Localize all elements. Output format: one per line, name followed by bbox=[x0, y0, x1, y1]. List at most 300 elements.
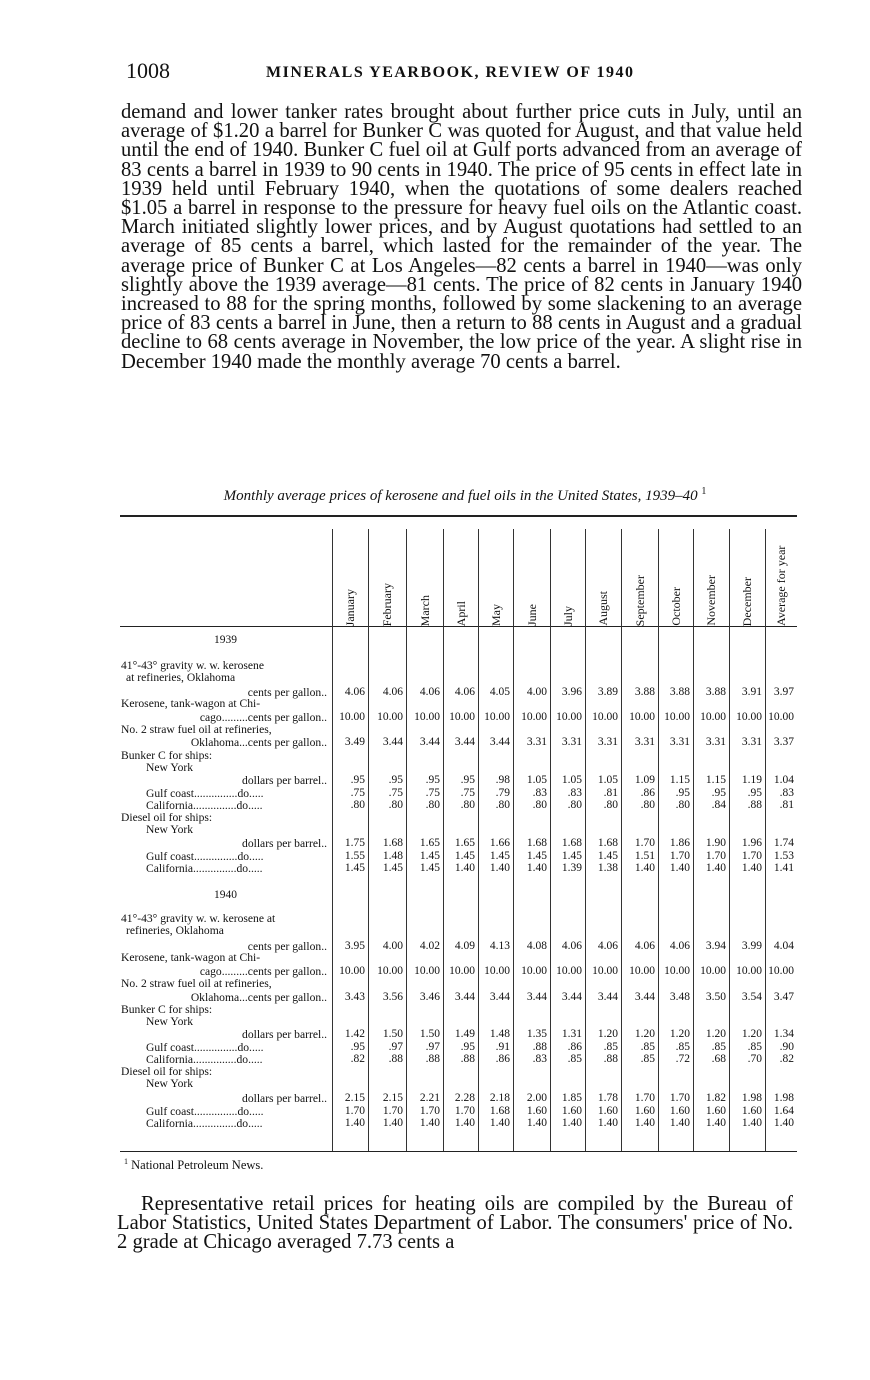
table-caption-text: Monthly average prices of kerosene and fuel oils in the United States, 1939–40 bbox=[223, 488, 698, 504]
table-cell: 3.89 bbox=[597, 686, 618, 698]
running-title: MINERALS YEARBOOK, REVIEW OF 1940 bbox=[266, 64, 635, 81]
column-header-january bbox=[332, 529, 368, 626]
table-cell: 10.00 bbox=[592, 711, 618, 723]
table-cell: 10.00 bbox=[700, 711, 726, 723]
table-top-rule bbox=[120, 515, 797, 517]
table-cell: .88 bbox=[532, 1041, 547, 1053]
row-label-kerosene-1940-a: 41°-43° gravity w. w. kerosene at bbox=[121, 913, 276, 925]
row-label-bunker-cal-1940: California...............do..... bbox=[146, 1054, 263, 1066]
table-cell: 1.51 bbox=[634, 850, 655, 862]
table-cell: 1.74 bbox=[773, 837, 794, 849]
table-cell: 1.75 bbox=[344, 837, 365, 849]
table-cell: 4.06 bbox=[454, 686, 475, 698]
table-cell: 1.40 bbox=[741, 862, 762, 874]
column-header-june bbox=[513, 529, 550, 626]
column-header-march bbox=[406, 529, 443, 626]
table-cell: .80 bbox=[388, 799, 403, 811]
table-cell: .95 bbox=[350, 1041, 365, 1053]
table-cell: 1.49 bbox=[454, 1028, 475, 1040]
table-cell: 1.68 bbox=[597, 837, 618, 849]
table-cell: 1.82 bbox=[705, 1092, 726, 1104]
table-cell: 1.70 bbox=[705, 850, 726, 862]
table-cell: 1.78 bbox=[597, 1092, 618, 1104]
table-cell: 1.53 bbox=[773, 850, 794, 862]
table-cell: 2.18 bbox=[489, 1092, 510, 1104]
table-cell: .85 bbox=[711, 1041, 726, 1053]
table-cell: 1.65 bbox=[454, 837, 475, 849]
row-label-bunker-1940-c: dollars per barrel.. bbox=[242, 1029, 327, 1041]
table-caption bbox=[120, 486, 810, 505]
table-cell: .84 bbox=[711, 799, 726, 811]
row-label-diesel-1940-c: dollars per barrel.. bbox=[242, 1093, 327, 1105]
table-cell: 4.02 bbox=[419, 940, 440, 952]
table-cell: 10.00 bbox=[339, 711, 365, 723]
table-cell: 1.68 bbox=[489, 1105, 510, 1117]
table-cell: 10.00 bbox=[484, 965, 510, 977]
table-cell: 1.50 bbox=[382, 1028, 403, 1040]
table-cell: .90 bbox=[779, 1041, 794, 1053]
row-label-diesel-gulf-1940: Gulf coast...............do..... bbox=[146, 1106, 264, 1118]
row-label-tankwagon-1940-b: cago.........cents per gallon.. bbox=[199, 966, 327, 978]
column-header-label: May bbox=[488, 604, 503, 626]
row-label-diesel-1939-a: Diesel oil for ships: bbox=[121, 812, 213, 824]
row-label-bunker-gulf-1940: Gulf coast...............do..... bbox=[146, 1042, 264, 1054]
table-cell: 3.44 bbox=[419, 736, 440, 748]
table-cell: 10.00 bbox=[484, 711, 510, 723]
table-cell: 1.40 bbox=[669, 862, 690, 874]
table-cell: 3.44 bbox=[526, 991, 547, 1003]
table-cell: 1.85 bbox=[561, 1092, 582, 1104]
column-header-label: March bbox=[417, 594, 432, 626]
table-cell: 1.70 bbox=[454, 1105, 475, 1117]
table-cell: .70 bbox=[747, 1053, 762, 1065]
column-header-label: September bbox=[632, 574, 647, 626]
table-cell: 1.40 bbox=[526, 862, 547, 874]
table-cell: .95 bbox=[747, 787, 762, 799]
row-label-bunker-1940-a: Bunker C for ships: bbox=[121, 1004, 213, 1016]
footnote bbox=[124, 1157, 263, 1173]
table-bottom-rule bbox=[120, 1151, 797, 1152]
table-cell: 1.40 bbox=[382, 1117, 403, 1129]
table-cell: 1.98 bbox=[773, 1092, 794, 1104]
table-cell: 1.40 bbox=[741, 1117, 762, 1129]
table-cell: .68 bbox=[711, 1053, 726, 1065]
table-cell: .85 bbox=[567, 1053, 582, 1065]
table-cell: 3.44 bbox=[454, 991, 475, 1003]
table-cell: .95 bbox=[711, 787, 726, 799]
table-cell: 1.40 bbox=[705, 1117, 726, 1129]
row-label-straw-1939-a: No. 2 straw fuel oil at refineries, bbox=[121, 724, 272, 736]
table-cell: 10.00 bbox=[449, 965, 475, 977]
table-cell: .95 bbox=[460, 774, 475, 786]
table-cell: .86 bbox=[495, 1053, 510, 1065]
table-cell: 4.00 bbox=[526, 686, 547, 698]
table-cell: 2.15 bbox=[382, 1092, 403, 1104]
row-label-bunker-cal-1939: California...............do..... bbox=[146, 800, 263, 812]
table-cell: .98 bbox=[495, 774, 510, 786]
row-label-straw-1939-b: Oklahoma...cents per gallon.. bbox=[190, 737, 327, 749]
table-cell: .85 bbox=[640, 1053, 655, 1065]
table-cell: 1.45 bbox=[597, 850, 618, 862]
table-cell: 1.90 bbox=[705, 837, 726, 849]
table-cell: 1.40 bbox=[773, 1117, 794, 1129]
row-label-diesel-1940-b: New York bbox=[146, 1078, 194, 1090]
table-cell: 10.00 bbox=[521, 711, 547, 723]
table-cell: 10.00 bbox=[521, 965, 547, 977]
table-cell: 10.00 bbox=[556, 711, 582, 723]
table-cell: 1.35 bbox=[526, 1028, 547, 1040]
table-cell: 4.13 bbox=[489, 940, 510, 952]
row-label-bunker-gulf-1939: Gulf coast...............do..... bbox=[146, 788, 264, 800]
table-cell: 3.31 bbox=[634, 736, 655, 748]
column-header-label: June bbox=[524, 604, 539, 626]
row-label-bunker-1939-b: New York bbox=[146, 762, 194, 774]
table-cell: .83 bbox=[567, 787, 582, 799]
table-cell: 1.40 bbox=[489, 1117, 510, 1129]
column-header-label: January bbox=[343, 588, 357, 626]
table-cell: 1.45 bbox=[526, 850, 547, 862]
table-cell: 3.31 bbox=[526, 736, 547, 748]
footnote-marker: 1 bbox=[124, 1157, 128, 1166]
table-cell: 10.00 bbox=[556, 965, 582, 977]
table-cell: .80 bbox=[640, 799, 655, 811]
column-header-august bbox=[585, 529, 621, 626]
table-cell: .85 bbox=[603, 1041, 618, 1053]
column-header-label: October bbox=[668, 587, 683, 626]
table-cell: .79 bbox=[495, 787, 510, 799]
row-label-diesel-cal-1940: California...............do..... bbox=[146, 1118, 263, 1130]
table-cell: 3.47 bbox=[773, 991, 794, 1003]
table-cell: 1.65 bbox=[419, 837, 440, 849]
column-header-july bbox=[550, 529, 585, 626]
year-label-1939: 1939 bbox=[214, 634, 237, 646]
table-cell: 4.06 bbox=[669, 940, 690, 952]
row-label-straw-1940-a: No. 2 straw fuel oil at refineries, bbox=[121, 978, 272, 990]
body-paragraph-bottom: Representative retail prices for heating oils are compiled by the Bureau of Labor Statistics, United States Department of Labor. The consumers' price of No. 2 grade at Chicago averaged 7.73 cents a bbox=[117, 1193, 793, 1253]
table-cell: 4.04 bbox=[773, 940, 794, 952]
column-header-label: December bbox=[740, 576, 754, 626]
table-cell: 1.45 bbox=[382, 862, 403, 874]
table-cell: 3.50 bbox=[705, 991, 726, 1003]
table-cell: 10.00 bbox=[629, 711, 655, 723]
table-cell: .95 bbox=[425, 774, 440, 786]
row-label-diesel-1939-b: New York bbox=[146, 824, 194, 836]
row-label-bunker-1940-b: New York bbox=[146, 1016, 194, 1028]
table-cell: 10.00 bbox=[377, 711, 403, 723]
table-cell: 1.15 bbox=[705, 774, 726, 786]
table-cell: 1.70 bbox=[419, 1105, 440, 1117]
table-cell: .83 bbox=[532, 1053, 547, 1065]
table-cell: 1.05 bbox=[561, 774, 582, 786]
table-cell: 1.04 bbox=[773, 774, 794, 786]
table-cell: 10.00 bbox=[664, 711, 690, 723]
table-cell: .72 bbox=[675, 1053, 690, 1065]
table-cell: 3.99 bbox=[741, 940, 762, 952]
table-cell: 10.00 bbox=[377, 965, 403, 977]
table-cell: 1.70 bbox=[634, 1092, 655, 1104]
table-cell: 10.00 bbox=[449, 711, 475, 723]
table-cell: .75 bbox=[425, 787, 440, 799]
table-cell: 10.00 bbox=[768, 711, 794, 723]
table-cell: 3.49 bbox=[344, 736, 365, 748]
table-cell: 10.00 bbox=[736, 711, 762, 723]
table-cell: 2.00 bbox=[526, 1092, 547, 1104]
table-cell: 10.00 bbox=[414, 711, 440, 723]
row-label-bunker-1939-c: dollars per barrel.. bbox=[242, 775, 327, 787]
column-header-label: February bbox=[380, 582, 394, 626]
table-cell: .97 bbox=[425, 1041, 440, 1053]
table-cell: 1.60 bbox=[526, 1105, 547, 1117]
table-cell: .85 bbox=[747, 1041, 762, 1053]
row-label-kerosene-1939-c: cents per gallon.. bbox=[247, 687, 327, 699]
footnote-text: National Petroleum News. bbox=[131, 1158, 264, 1173]
row-label-kerosene-1939-a: 41°-43° gravity w. w. kerosene bbox=[121, 660, 264, 672]
table-cell: .80 bbox=[495, 799, 510, 811]
table-cell: 1.40 bbox=[419, 1117, 440, 1129]
table-cell: 1.42 bbox=[344, 1028, 365, 1040]
table-cell: 1.40 bbox=[454, 1117, 475, 1129]
row-label-diesel-gulf-1939: Gulf coast...............do..... bbox=[146, 851, 264, 863]
table-cell: .80 bbox=[675, 799, 690, 811]
table-cell: .86 bbox=[640, 787, 655, 799]
table-cell: 1.45 bbox=[419, 850, 440, 862]
table-cell: 1.68 bbox=[382, 837, 403, 849]
table-cell: 1.55 bbox=[344, 850, 365, 862]
row-label-bunker-1939-a: Bunker C for ships: bbox=[121, 750, 213, 762]
table-cell: 3.31 bbox=[561, 736, 582, 748]
table-cell: 4.00 bbox=[382, 940, 403, 952]
table-cell: 1.68 bbox=[561, 837, 582, 849]
table-cell: .91 bbox=[495, 1041, 510, 1053]
column-header-label: Average for year bbox=[774, 545, 788, 626]
year-label-1940: 1940 bbox=[214, 889, 237, 901]
table-cell: 3.44 bbox=[382, 736, 403, 748]
table-cell: 1.70 bbox=[669, 850, 690, 862]
table-cell: 1.45 bbox=[454, 850, 475, 862]
table-cell: 1.70 bbox=[669, 1092, 690, 1104]
table-cell: 4.08 bbox=[526, 940, 547, 952]
table-cell: 3.43 bbox=[344, 991, 365, 1003]
table-cell: .83 bbox=[532, 787, 547, 799]
page-header bbox=[126, 58, 806, 88]
table-caption-footnote-marker: 1 bbox=[701, 486, 707, 497]
column-header-september bbox=[621, 529, 658, 626]
table-cell: 3.91 bbox=[741, 686, 762, 698]
column-header-label: July bbox=[560, 605, 575, 626]
table-cell: 1.60 bbox=[561, 1105, 582, 1117]
table-cell: 1.40 bbox=[526, 1117, 547, 1129]
table-cell: 1.20 bbox=[669, 1028, 690, 1040]
table-cell: .95 bbox=[675, 787, 690, 799]
table-cell: .88 bbox=[388, 1053, 403, 1065]
table-cell: .82 bbox=[779, 1053, 794, 1065]
table-cell: 4.09 bbox=[454, 940, 475, 952]
table-cell: 1.86 bbox=[669, 837, 690, 849]
row-label-tankwagon-1939-b: cago.........cents per gallon.. bbox=[199, 712, 327, 724]
table-cell: .80 bbox=[350, 799, 365, 811]
table-cell: 1.98 bbox=[741, 1092, 762, 1104]
table-cell: 1.45 bbox=[561, 850, 582, 862]
table-cell: .88 bbox=[425, 1053, 440, 1065]
column-header-label: November bbox=[704, 575, 718, 626]
table-cell: 3.31 bbox=[669, 736, 690, 748]
table-cell: 1.66 bbox=[489, 837, 510, 849]
table-cell: 1.45 bbox=[489, 850, 510, 862]
row-label-straw-1940-b: Oklahoma...cents per gallon.. bbox=[190, 992, 327, 1004]
table-cell: 1.40 bbox=[454, 862, 475, 874]
table-cell: 3.44 bbox=[597, 991, 618, 1003]
table-cell: 3.88 bbox=[669, 686, 690, 698]
row-label-tankwagon-1940-a: Kerosene, tank-wagon at Chi- bbox=[121, 952, 261, 964]
table-cell: 1.20 bbox=[634, 1028, 655, 1040]
table-cell: 1.40 bbox=[597, 1117, 618, 1129]
table-cell: .88 bbox=[460, 1053, 475, 1065]
row-label-tankwagon-1939-a: Kerosene, tank-wagon at Chi- bbox=[121, 698, 261, 710]
table-cell: 3.44 bbox=[634, 991, 655, 1003]
table-cell: .80 bbox=[425, 799, 440, 811]
table-cell: .95 bbox=[460, 1041, 475, 1053]
body-paragraph-top: demand and lower tanker rates brought about further price cuts in July, until an average of $1.20 a barrel for Bunker C was quoted for August, and that value held until the end of 1940. Bunker C fuel oil at Gulf ports advanced from an average of 83 cents a barrel in 1939 to 90 cents in 1940. The price of 95 cents in effect late in 1939 held until February 1940, when the quotations of some dealers reached $1.05 a barrel in response to the pressure for heavy fuel oils on the Atlantic coast. March initiated slightly lower prices, and by August quotations had settled to an average of 85 cents a barrel, which lasted for the remainder of the year. The average price of Bunker C at Los Angeles—82 cents a barrel in 1940—was only slightly above the 1939 average—81 cents. The price of 82 cents in January 1940 increased to 88 for the spring months, followed by some slackening to an average price of 83 cents a barrel in June, then a return to 88 cents in August and a gradual decline to 68 cents average in November, the low price of the year. A slight rise in December 1940 made the monthly average 70 cents a barrel. bbox=[121, 101, 802, 373]
table-cell: 3.46 bbox=[419, 991, 440, 1003]
table-cell: 3.88 bbox=[634, 686, 655, 698]
table-cell: .75 bbox=[460, 787, 475, 799]
column-header-april bbox=[443, 529, 478, 626]
table-cell: 3.31 bbox=[741, 736, 762, 748]
table-cell: 1.48 bbox=[382, 850, 403, 862]
table-cell: .86 bbox=[567, 1041, 582, 1053]
table-cell: 1.09 bbox=[634, 774, 655, 786]
table-cell: 4.05 bbox=[489, 686, 510, 698]
table-cell: 1.05 bbox=[526, 774, 547, 786]
table-cell: 4.06 bbox=[561, 940, 582, 952]
table-cell: 1.45 bbox=[344, 862, 365, 874]
table-cell: 1.40 bbox=[489, 862, 510, 874]
table-cell: 4.06 bbox=[419, 686, 440, 698]
table-cell: .97 bbox=[388, 1041, 403, 1053]
table-cell: 1.48 bbox=[489, 1028, 510, 1040]
table-cell: 3.54 bbox=[741, 991, 762, 1003]
table-cell: .80 bbox=[567, 799, 582, 811]
table-cell: 1.45 bbox=[419, 862, 440, 874]
table-cell: 1.64 bbox=[773, 1105, 794, 1117]
table-cell: 1.50 bbox=[419, 1028, 440, 1040]
table-cell: .85 bbox=[675, 1041, 690, 1053]
table-cell: 1.70 bbox=[344, 1105, 365, 1117]
table-cell: 1.40 bbox=[634, 1117, 655, 1129]
table-cell: 3.95 bbox=[344, 940, 365, 952]
table-cell: 2.28 bbox=[454, 1092, 475, 1104]
table-cell: .85 bbox=[640, 1041, 655, 1053]
table-cell: 1.70 bbox=[382, 1105, 403, 1117]
row-label-kerosene-1940-b: refineries, Oklahoma bbox=[126, 925, 224, 937]
table-cell: 10.00 bbox=[664, 965, 690, 977]
table-cell: 10.00 bbox=[768, 965, 794, 977]
table-cell: 1.39 bbox=[561, 862, 582, 874]
table-cell: 1.40 bbox=[561, 1117, 582, 1129]
table-cell: .83 bbox=[779, 787, 794, 799]
table-cell: 3.31 bbox=[705, 736, 726, 748]
column-header-may bbox=[478, 529, 513, 626]
row-label-diesel-cal-1939: California...............do..... bbox=[146, 863, 263, 875]
table-cell: 1.68 bbox=[526, 837, 547, 849]
column-header-label: April bbox=[453, 600, 468, 626]
column-header-december bbox=[729, 529, 765, 626]
table-cell: 1.40 bbox=[669, 1117, 690, 1129]
table-cell: 1.20 bbox=[741, 1028, 762, 1040]
table-cell: 4.06 bbox=[382, 686, 403, 698]
table-cell: .95 bbox=[350, 774, 365, 786]
table-cell: 1.70 bbox=[741, 850, 762, 862]
table-cell: 10.00 bbox=[700, 965, 726, 977]
table-cell: .80 bbox=[532, 799, 547, 811]
table-cell: 10.00 bbox=[629, 965, 655, 977]
table-cell: 1.60 bbox=[669, 1105, 690, 1117]
row-label-diesel-1940-a: Diesel oil for ships: bbox=[121, 1066, 213, 1078]
table-cell: .88 bbox=[603, 1053, 618, 1065]
table-cell: .81 bbox=[603, 787, 618, 799]
table-cell: .75 bbox=[388, 787, 403, 799]
column-header-label: August bbox=[596, 591, 610, 626]
table-cell: 3.44 bbox=[561, 991, 582, 1003]
table-cell: 1.60 bbox=[741, 1105, 762, 1117]
table-cell: 4.06 bbox=[634, 940, 655, 952]
table-cell: 3.97 bbox=[773, 686, 794, 698]
table-cell: 4.06 bbox=[597, 940, 618, 952]
table-cell: 1.19 bbox=[741, 774, 762, 786]
column-header-october bbox=[658, 529, 693, 626]
table-cell: 4.06 bbox=[344, 686, 365, 698]
table-cell: 1.34 bbox=[773, 1028, 794, 1040]
table-cell: 3.94 bbox=[705, 940, 726, 952]
table-cell: 3.44 bbox=[454, 736, 475, 748]
table-cell: 1.40 bbox=[634, 862, 655, 874]
table-cell: 1.38 bbox=[597, 862, 618, 874]
table-cell: 3.48 bbox=[669, 991, 690, 1003]
table-cell: .80 bbox=[460, 799, 475, 811]
column-header-november bbox=[693, 529, 729, 626]
table-cell: 1.60 bbox=[705, 1105, 726, 1117]
table-cell: 1.70 bbox=[634, 837, 655, 849]
table-cell: 1.96 bbox=[741, 837, 762, 849]
table-cell: 3.44 bbox=[489, 991, 510, 1003]
table-cell: .80 bbox=[603, 799, 618, 811]
table-cell: 2.21 bbox=[419, 1092, 440, 1104]
table-cell: 3.31 bbox=[597, 736, 618, 748]
table-cell: .82 bbox=[350, 1053, 365, 1065]
table-cell: .95 bbox=[388, 774, 403, 786]
table-cell: 1.60 bbox=[597, 1105, 618, 1117]
table-cell: 1.31 bbox=[561, 1028, 582, 1040]
table-cell: 2.15 bbox=[344, 1092, 365, 1104]
column-header-february bbox=[368, 529, 406, 626]
table-cell: 3.88 bbox=[705, 686, 726, 698]
table-cell: .81 bbox=[779, 799, 794, 811]
table-cell: 3.44 bbox=[489, 736, 510, 748]
row-label-diesel-1939-c: dollars per barrel.. bbox=[242, 838, 327, 850]
table-cell: 1.20 bbox=[705, 1028, 726, 1040]
row-label-kerosene-1940-c: cents per gallon.. bbox=[247, 941, 327, 953]
table-cell: 1.60 bbox=[634, 1105, 655, 1117]
table-cell: 1.41 bbox=[773, 862, 794, 874]
table-cell: 1.20 bbox=[597, 1028, 618, 1040]
table-cell: 1.05 bbox=[597, 774, 618, 786]
table-cell: 1.15 bbox=[669, 774, 690, 786]
table-cell: 3.56 bbox=[382, 991, 403, 1003]
table-cell: 1.40 bbox=[705, 862, 726, 874]
table-cell: .88 bbox=[747, 799, 762, 811]
table-cell: 3.96 bbox=[561, 686, 582, 698]
table-cell: 10.00 bbox=[592, 965, 618, 977]
